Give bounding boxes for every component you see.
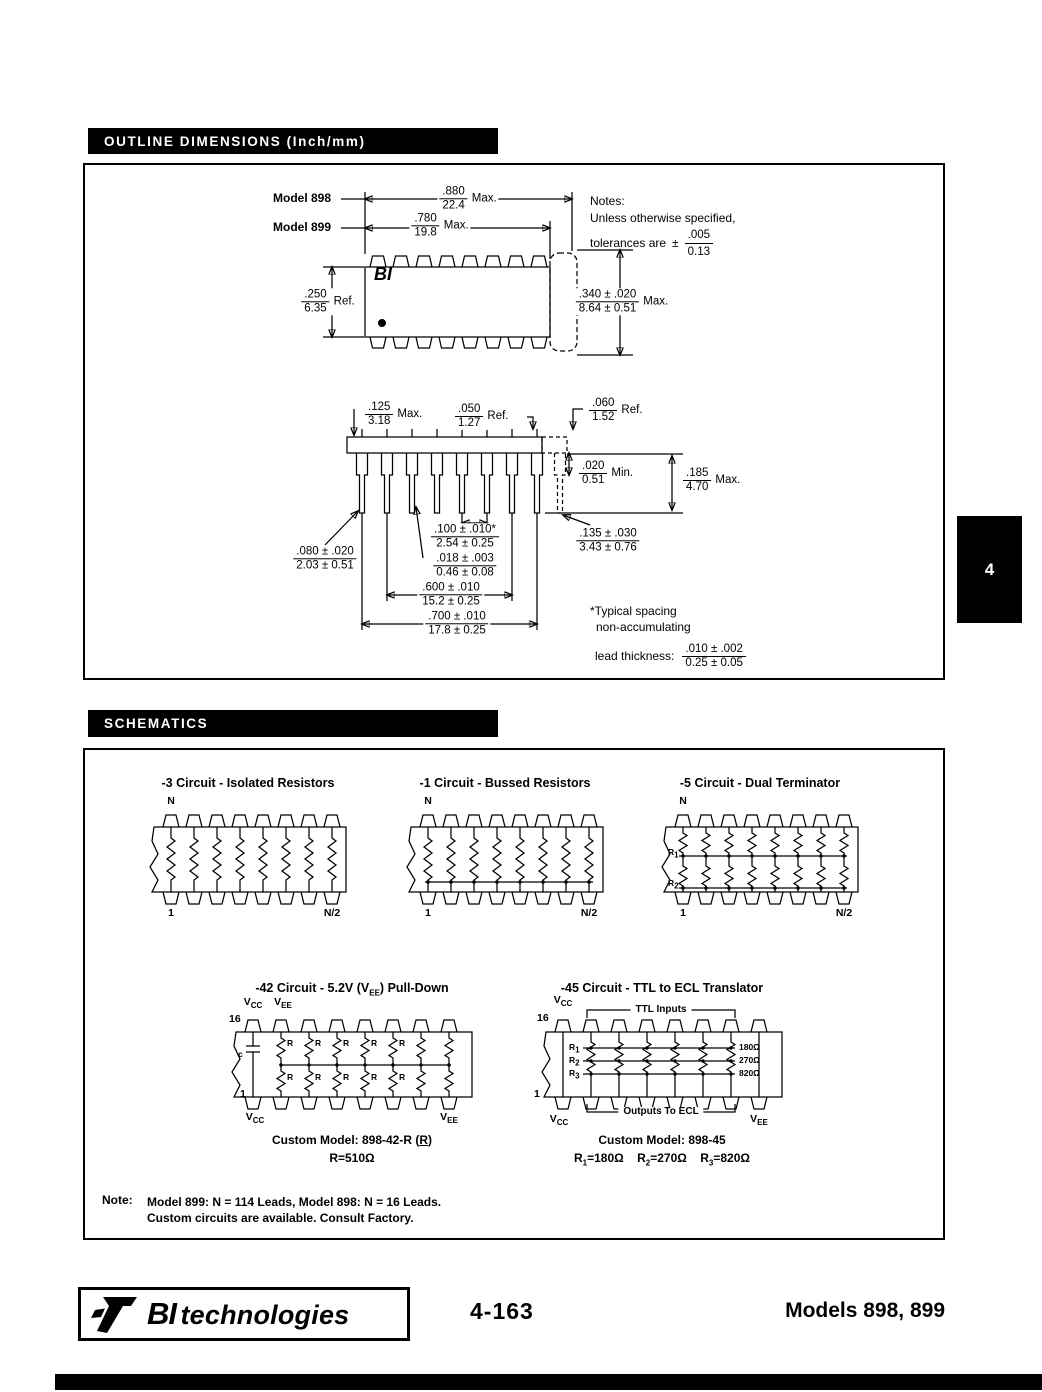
schematics-drawing: [85, 750, 943, 1238]
r2-bus-label: $R_2$: [668, 878, 679, 891]
resistor-label: R: [343, 1038, 350, 1048]
schematics-panel: [83, 748, 945, 1240]
pin-n2-label: N/2: [580, 907, 598, 919]
resistor-label: R: [371, 1072, 378, 1082]
resistor-label: R: [287, 1038, 294, 1048]
custom-model-42: Custom Model: 898-42-R (R): [271, 1133, 433, 1147]
dim-018: $\frac{.018 \pm .003}{0.46 \pm 0.08}$: [431, 552, 498, 579]
note-label: Note:: [102, 1193, 133, 1207]
outline-section-title: OUTLINE DIMENSIONS (Inch/mm): [104, 133, 366, 149]
schematic-5-title: -5 Circuit - Dual Terminator: [679, 776, 841, 790]
model-899-label: Model 899: [273, 220, 332, 234]
pin-1-label: 1: [534, 1088, 540, 1100]
outputs-to-ecl-label: Outputs To ECL: [618, 1107, 703, 1117]
dim-700: $\frac{.700 \pm .010}{17.8 \pm 0.25}$: [423, 610, 490, 637]
capacitor-label: c: [238, 1049, 243, 1059]
r3-value: 820Ω: [739, 1068, 760, 1078]
pin-1-label: 1: [240, 1088, 246, 1100]
pin1-indicator-dot: [378, 319, 386, 327]
dim-080: $\frac{.080 \pm .020}{2.03 \pm 0.51}$: [291, 545, 358, 572]
outline-section-header: [88, 128, 498, 154]
schematics-drawing-area: [85, 750, 943, 1238]
pin-1-label: 1: [680, 907, 686, 919]
bi-logo-icon: [89, 1293, 139, 1335]
resistor-label: R: [371, 1038, 378, 1048]
resistor-label: R: [399, 1072, 406, 1082]
r3-label: $R_3$: [569, 1068, 580, 1081]
pin-1-label: 1: [168, 907, 174, 919]
page-tab-number: 4: [984, 559, 995, 579]
model-898-label: Model 898: [273, 191, 332, 205]
schematic-42-title: -42 Circuit - 5.2V $(V_{EE})$ Pull-Down: [255, 981, 449, 998]
bottom-rule: [55, 1374, 1042, 1390]
ttl-inputs-label: TTL Inputs: [631, 1005, 692, 1015]
schematics-section-title: SCHEMATICS: [104, 716, 209, 731]
vcc-label: $V_{CC}$: [243, 996, 263, 1011]
resistor-label: R: [343, 1072, 350, 1082]
notes-block: [590, 193, 735, 260]
dim-250: $\frac{.250}{6.35}$ Ref.: [299, 288, 356, 315]
note-text: Model 899: N = 114 Leads, Model 898: N = 16 Leads. Custom circuits are available. Consult Factory.: [147, 1195, 442, 1226]
pin16-label: 16: [537, 1012, 549, 1024]
schematic-3-title: -3 Circuit - Isolated Resistors: [161, 776, 335, 790]
page-number: 4-163: [470, 1298, 534, 1324]
outline-dimensions-panel: [83, 163, 945, 680]
resistor-label: R: [315, 1038, 322, 1048]
outline-drawing-area: [85, 165, 943, 678]
r1-value: 180Ω: [739, 1042, 760, 1052]
pin-n-label: N: [167, 795, 175, 807]
dim-020: $\frac{.020}{0.51}$ Min.: [577, 460, 635, 487]
typical-spacing-note: *Typical spacing non-accumulating: [590, 604, 691, 635]
pin-n-label: N: [679, 795, 687, 807]
brand-technologies: technologies: [180, 1300, 350, 1330]
outline-drawing: [85, 165, 943, 678]
pin-n2-label: N/2: [835, 907, 853, 919]
notes-line2: tolerances are ± $\frac{.005}{0.13}$: [590, 227, 735, 260]
dim-050: $\frac{.050}{1.27}$ Ref.: [453, 403, 510, 430]
dim-185: $\frac{.185}{4.70}$ Max.: [681, 467, 742, 494]
dim-135: $\frac{.135 \pm .030}{3.43 \pm 0.76}$: [574, 527, 641, 554]
vee-label: $V_{EE}$: [440, 1111, 458, 1126]
r2-value: 270Ω: [739, 1055, 760, 1065]
dim-060: $\frac{.060}{1.52}$ Ref.: [587, 397, 644, 424]
dim-340: $\frac{.340 \pm .020}{8.64 \pm 0.51}$ Max.: [574, 288, 670, 315]
pin16-label: 16: [229, 1013, 241, 1025]
resistor-label: R: [399, 1038, 406, 1048]
r-values-45: $R_1=180\Omega$ $R_2=270\Omega$ $R_3=820\Omega$: [573, 1151, 751, 1168]
pin-1-label: 1: [425, 907, 431, 919]
dim-125: $\frac{.125}{3.18}$ Max.: [363, 401, 424, 428]
vee-label: $V_{EE}$: [274, 996, 292, 1011]
models-title: Models 898, 899: [785, 1299, 945, 1322]
pin-n-label: N: [424, 795, 432, 807]
dim-780: $\frac{.780}{19.8}$ Max.: [409, 212, 470, 239]
vcc-label: $V_{CC}$: [553, 994, 573, 1009]
brand-bi: BI: [147, 1296, 176, 1331]
vcc-label: $V_{CC}$: [549, 1113, 569, 1128]
r2-label: $R_2$: [569, 1055, 580, 1068]
schematic-1-title: -1 Circuit - Bussed Resistors: [419, 776, 591, 790]
schematic-45-title: -45 Circuit - TTL to ECL Translator: [560, 981, 764, 995]
resistor-label: R: [287, 1072, 294, 1082]
schematics-section-header: [88, 710, 498, 737]
vcc-label: $V_{CC}$: [245, 1111, 265, 1126]
notes-title: Notes:: [590, 194, 625, 208]
vee-label: $V_{EE}$: [750, 1113, 768, 1128]
custom-model-45: Custom Model: 898-45: [598, 1133, 726, 1147]
resistor-label: R: [315, 1072, 322, 1082]
page-tab: [957, 516, 1022, 623]
dim-600: $\frac{.600 \pm .010}{15.2 \pm 0.25}$: [417, 581, 484, 608]
r1-bus-label: $R_1$: [668, 847, 679, 860]
lead-thickness-note: lead thickness: $\frac{.010 \pm .002}{0.25 \pm 0.05}$: [593, 643, 748, 670]
brand-text: [147, 1296, 349, 1332]
r510-value: R=510Ω: [329, 1151, 375, 1165]
pin-n2-label: N/2: [323, 907, 341, 919]
brand-logo-box: [78, 1287, 410, 1341]
chip-brand-mark: BI: [374, 264, 392, 284]
dim-100: $\frac{.100 \pm .010*}{2.54 \pm 0.25}$: [429, 523, 501, 550]
r1-label: $R_1$: [569, 1042, 580, 1055]
notes-line1: Unless otherwise specified,: [590, 210, 736, 225]
dim-880: $\frac{.880}{22.4}$ Max.: [437, 185, 498, 212]
